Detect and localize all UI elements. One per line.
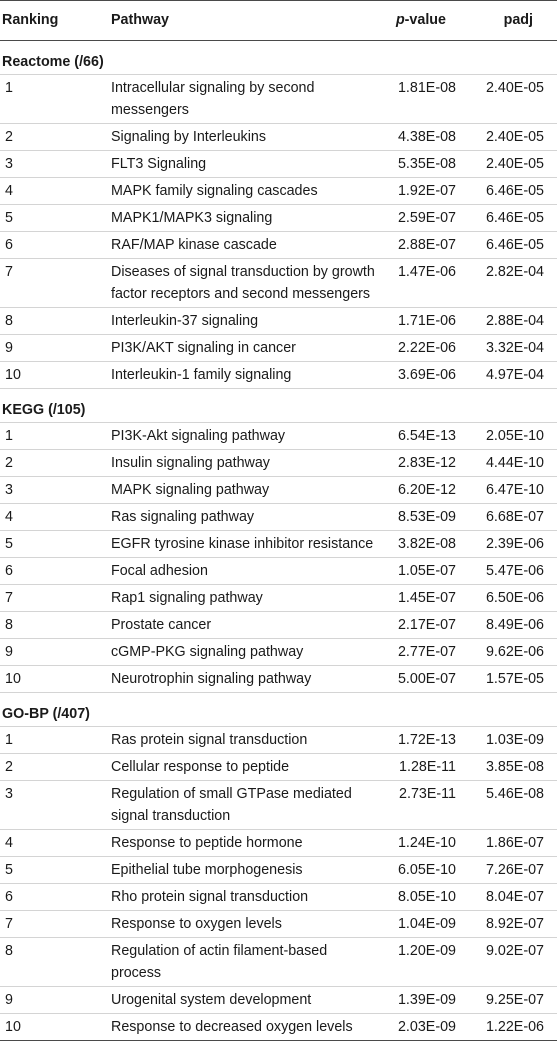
pathway-cell: Diseases of signal transduction by growth factor receptors and second messengers [111, 259, 377, 308]
table-row [0, 585, 557, 612]
table-row [0, 205, 557, 232]
pathway-cell: EGFR tyrosine kinase inhibitor resistance [111, 531, 377, 558]
table-row [0, 911, 557, 938]
pathway-cell: Prostate cancer [111, 612, 377, 639]
table-row [0, 857, 557, 884]
pvalue-cell: 1.24E-10 [377, 830, 469, 857]
pathway-cell: MAPK family signaling cascades [111, 178, 377, 205]
header-row [0, 1, 557, 41]
padj-cell: 2.05E-10 [469, 423, 557, 450]
pathway-cell: MAPK signaling pathway [111, 477, 377, 504]
table-row [0, 987, 557, 1014]
pathway-cell: Interleukin-1 family signaling [111, 362, 377, 389]
pathway-cell: MAPK1/MAPK3 signaling [111, 205, 377, 232]
table-row [0, 335, 557, 362]
rank-cell: 5 [0, 205, 111, 232]
rank-cell: 2 [0, 124, 111, 151]
rank-cell: 1 [0, 423, 111, 450]
pvalue-cell: 1.71E-06 [377, 308, 469, 335]
padj-cell: 1.57E-05 [469, 666, 557, 693]
header-pvalue [377, 1, 469, 41]
padj-cell: 8.92E-07 [469, 911, 557, 938]
pvalue-cell: 1.05E-07 [377, 558, 469, 585]
table-row [0, 639, 557, 666]
pvalue-cell: 6.05E-10 [377, 857, 469, 884]
padj-cell: 7.26E-07 [469, 857, 557, 884]
table-row [0, 124, 557, 151]
pvalue-cell: 6.20E-12 [377, 477, 469, 504]
pathway-cell: Regulation of actin filament-based process [111, 938, 377, 987]
pathway-cell: Response to oxygen levels [111, 911, 377, 938]
pathway-cell: Interleukin-37 signaling [111, 308, 377, 335]
padj-cell: 2.82E-04 [469, 259, 557, 308]
table-row [0, 75, 557, 124]
padj-cell: 8.49E-06 [469, 612, 557, 639]
pvalue-cell: 5.00E-07 [377, 666, 469, 693]
section-title: Reactome (/66) [0, 41, 557, 75]
pathway-cell: Rho protein signal transduction [111, 884, 377, 911]
pvalue-cell: 8.53E-09 [377, 504, 469, 531]
padj-cell: 2.40E-05 [469, 151, 557, 178]
rank-cell: 7 [0, 259, 111, 308]
table-row [0, 1014, 557, 1041]
rank-cell: 5 [0, 531, 111, 558]
rank-cell: 8 [0, 612, 111, 639]
table-row [0, 727, 557, 754]
pathway-cell: RAF/MAP kinase cascade [111, 232, 377, 259]
table-row [0, 504, 557, 531]
pathway-cell: Epithelial tube morphogenesis [111, 857, 377, 884]
pvalue-cell: 1.47E-06 [377, 259, 469, 308]
rank-cell: 6 [0, 558, 111, 585]
pvalue-cell: 2.22E-06 [377, 335, 469, 362]
pvalue-cell: 1.28E-11 [377, 754, 469, 781]
pathway-cell: Intracellular signaling by second messengers [111, 75, 377, 124]
table-row [0, 666, 557, 693]
table-row [0, 558, 557, 585]
pvalue-cell: 3.82E-08 [377, 531, 469, 558]
rank-cell: 10 [0, 1014, 111, 1041]
padj-cell: 1.22E-06 [469, 1014, 557, 1041]
table-row [0, 531, 557, 558]
table-row [0, 423, 557, 450]
rank-cell: 9 [0, 987, 111, 1014]
pvalue-cell: 1.81E-08 [377, 75, 469, 124]
pvalue-cell: 2.59E-07 [377, 205, 469, 232]
pvalue-cell: 4.38E-08 [377, 124, 469, 151]
pathway-cell: Insulin signaling pathway [111, 450, 377, 477]
table-row [0, 754, 557, 781]
pathway-cell: Rap1 signaling pathway [111, 585, 377, 612]
pvalue-cell: 2.73E-11 [377, 781, 469, 830]
table-row [0, 612, 557, 639]
table-row [0, 259, 557, 308]
padj-cell: 6.68E-07 [469, 504, 557, 531]
padj-cell: 4.97E-04 [469, 362, 557, 389]
pathway-cell: Signaling by Interleukins [111, 124, 377, 151]
table-row [0, 781, 557, 830]
rank-cell: 2 [0, 754, 111, 781]
padj-cell: 3.32E-04 [469, 335, 557, 362]
table-row [0, 477, 557, 504]
pvalue-cell: 3.69E-06 [377, 362, 469, 389]
padj-cell: 1.86E-07 [469, 830, 557, 857]
rank-cell: 7 [0, 585, 111, 612]
padj-cell: 9.02E-07 [469, 938, 557, 987]
rank-cell: 1 [0, 75, 111, 124]
padj-cell: 6.47E-10 [469, 477, 557, 504]
header-pathway: Pathway [111, 1, 377, 41]
padj-cell: 2.88E-04 [469, 308, 557, 335]
padj-cell: 9.25E-07 [469, 987, 557, 1014]
pvalue-cell: 2.03E-09 [377, 1014, 469, 1041]
pathway-cell: FLT3 Signaling [111, 151, 377, 178]
pathway-cell: Response to decreased oxygen levels [111, 1014, 377, 1041]
table-row [0, 362, 557, 389]
rank-cell: 2 [0, 450, 111, 477]
rank-cell: 10 [0, 666, 111, 693]
padj-cell: 9.62E-06 [469, 639, 557, 666]
rank-cell: 6 [0, 884, 111, 911]
table-row [0, 151, 557, 178]
header-pvalue-italic: p [395, 12, 405, 28]
pvalue-cell: 2.83E-12 [377, 450, 469, 477]
pvalue-cell: 2.17E-07 [377, 612, 469, 639]
section-title: KEGG (/105) [0, 389, 557, 423]
padj-cell: 5.46E-08 [469, 781, 557, 830]
padj-cell: 3.85E-08 [469, 754, 557, 781]
padj-cell: 2.40E-05 [469, 124, 557, 151]
table-row [0, 232, 557, 259]
header-ranking: Ranking [0, 1, 111, 41]
padj-cell: 2.40E-05 [469, 75, 557, 124]
pathway-cell: Cellular response to peptide [111, 754, 377, 781]
table-row [0, 884, 557, 911]
rank-cell: 8 [0, 938, 111, 987]
padj-cell: 8.04E-07 [469, 884, 557, 911]
section-row [0, 389, 557, 423]
pvalue-cell: 1.39E-09 [377, 987, 469, 1014]
rank-cell: 8 [0, 308, 111, 335]
pvalue-cell: 2.88E-07 [377, 232, 469, 259]
rank-cell: 3 [0, 477, 111, 504]
section-title: GO-BP (/407) [0, 693, 557, 727]
rank-cell: 7 [0, 911, 111, 938]
table-row [0, 450, 557, 477]
padj-cell: 6.50E-06 [469, 585, 557, 612]
pathway-cell: Focal adhesion [111, 558, 377, 585]
pvalue-cell: 5.35E-08 [377, 151, 469, 178]
pvalue-cell: 6.54E-13 [377, 423, 469, 450]
pvalue-cell: 1.72E-13 [377, 727, 469, 754]
pathway-cell: Ras protein signal transduction [111, 727, 377, 754]
table-row [0, 830, 557, 857]
rank-cell: 5 [0, 857, 111, 884]
pathway-cell: PI3K/AKT signaling in cancer [111, 335, 377, 362]
pathway-cell: cGMP-PKG signaling pathway [111, 639, 377, 666]
table-row [0, 178, 557, 205]
pvalue-cell: 1.45E-07 [377, 585, 469, 612]
table-header [0, 1, 557, 41]
pathway-cell: Ras signaling pathway [111, 504, 377, 531]
padj-cell: 6.46E-05 [469, 205, 557, 232]
padj-cell: 2.39E-06 [469, 531, 557, 558]
section-row [0, 693, 557, 727]
pathway-cell: Neurotrophin signaling pathway [111, 666, 377, 693]
table-row [0, 308, 557, 335]
padj-cell: 4.44E-10 [469, 450, 557, 477]
pathway-cell: Urogenital system development [111, 987, 377, 1014]
table-body [0, 41, 557, 1041]
rank-cell: 6 [0, 232, 111, 259]
pathway-cell: Regulation of small GTPase mediated signal transduction [111, 781, 377, 830]
header-padj: padj [469, 1, 557, 41]
rank-cell: 4 [0, 830, 111, 857]
section-row [0, 41, 557, 75]
rank-cell: 9 [0, 639, 111, 666]
rank-cell: 4 [0, 178, 111, 205]
pvalue-cell: 8.05E-10 [377, 884, 469, 911]
rank-cell: 3 [0, 151, 111, 178]
padj-cell: 6.46E-05 [469, 178, 557, 205]
pvalue-cell: 1.92E-07 [377, 178, 469, 205]
rank-cell: 9 [0, 335, 111, 362]
padj-cell: 5.47E-06 [469, 558, 557, 585]
pvalue-cell: 1.20E-09 [377, 938, 469, 987]
rank-cell: 1 [0, 727, 111, 754]
pvalue-cell: 1.04E-09 [377, 911, 469, 938]
rank-cell: 4 [0, 504, 111, 531]
rank-cell: 3 [0, 781, 111, 830]
header-pvalue-suffix: -value [404, 12, 446, 28]
padj-cell: 6.46E-05 [469, 232, 557, 259]
pvalue-cell: 2.77E-07 [377, 639, 469, 666]
rank-cell: 10 [0, 362, 111, 389]
padj-cell: 1.03E-09 [469, 727, 557, 754]
pathway-cell: PI3K-Akt signaling pathway [111, 423, 377, 450]
table-row [0, 938, 557, 987]
pathway-cell: Response to peptide hormone [111, 830, 377, 857]
